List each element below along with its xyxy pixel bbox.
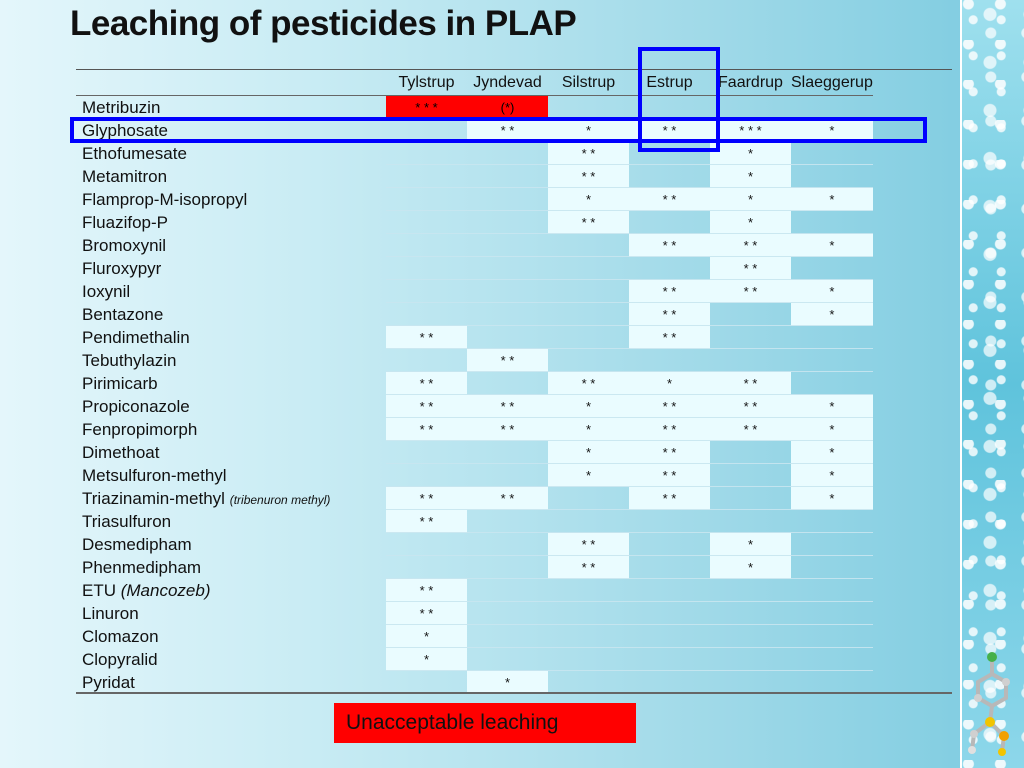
leaching-cell	[548, 303, 629, 326]
leaching-cell	[386, 533, 467, 556]
leaching-cell: *	[467, 671, 548, 694]
pesticide-name-cell	[76, 510, 386, 533]
leaching-cell	[386, 464, 467, 487]
leaching-cell	[548, 602, 629, 625]
pesticide-name-cell	[76, 326, 386, 349]
pesticide-name-cell	[76, 671, 386, 694]
pesticide-name-cell	[76, 349, 386, 372]
table-body	[76, 96, 873, 694]
leaching-cell: * *	[467, 418, 548, 441]
pesticide-name: Glyphosate	[82, 120, 168, 140]
leaching-cell: *	[710, 211, 791, 234]
leaching-cell	[629, 211, 710, 234]
leaching-cell	[791, 510, 873, 533]
leaching-cell	[791, 625, 873, 648]
leaching-cell	[791, 671, 873, 694]
leaching-cell: *	[548, 395, 629, 418]
unacceptable-leaching-legend: Unacceptable leaching	[334, 703, 636, 743]
leaching-cell: *	[791, 280, 873, 303]
leaching-cell	[791, 142, 873, 165]
leaching-cell	[548, 280, 629, 303]
pesticide-name-cell	[76, 165, 386, 188]
leaching-cell	[710, 303, 791, 326]
table-row	[76, 395, 873, 418]
pesticide-name: Metamitron	[82, 166, 168, 186]
leaching-cell	[548, 349, 629, 372]
leaching-cell: * *	[629, 464, 710, 487]
column-header-tylstrup: Tylstrup	[386, 70, 467, 96]
pesticide-name-cell	[76, 372, 386, 395]
leaching-cell	[467, 441, 548, 464]
leaching-cell: * * *	[710, 119, 791, 142]
leaching-cell: * *	[629, 280, 710, 303]
pesticide-note: (tribenuron methyl)	[229, 492, 331, 507]
leaching-cell	[467, 142, 548, 165]
leaching-cell	[629, 510, 710, 533]
leaching-cell: *	[791, 303, 873, 326]
leaching-cell: *	[791, 418, 873, 441]
pesticide-name-cell	[76, 142, 386, 165]
leaching-cell	[710, 441, 791, 464]
glyphosate-highlight-box	[70, 117, 927, 143]
pesticide-name-cell	[76, 464, 386, 487]
leaching-cell	[467, 464, 548, 487]
leaching-cell	[629, 165, 710, 188]
table-row	[76, 96, 873, 119]
leaching-cell: * *	[710, 234, 791, 257]
leaching-cell	[629, 648, 710, 671]
leaching-cell: *	[791, 234, 873, 257]
leaching-cell: * *	[710, 372, 791, 395]
table-row	[76, 234, 873, 257]
leaching-cell	[629, 579, 710, 602]
pesticide-name: Pirimicarb	[82, 373, 158, 393]
leaching-cell	[467, 648, 548, 671]
pesticide-name: Phenmedipham	[82, 557, 202, 577]
table-row	[76, 188, 873, 211]
leaching-cell	[629, 602, 710, 625]
table-row	[76, 648, 873, 671]
leaching-cell	[548, 234, 629, 257]
pesticide-name: Tebuthylazin	[82, 350, 177, 370]
leaching-cell	[710, 464, 791, 487]
column-header-slaeggerup: Slaeggerup	[791, 70, 873, 96]
leaching-cell	[548, 326, 629, 349]
leaching-cell: *	[710, 556, 791, 579]
leaching-cell: * *	[386, 326, 467, 349]
leaching-cell: * * *	[386, 96, 467, 119]
pesticide-name: Clopyralid	[82, 649, 158, 669]
leaching-cell	[386, 303, 467, 326]
leaching-cell: *	[791, 441, 873, 464]
leaching-cell: * *	[386, 418, 467, 441]
leaching-cell	[710, 326, 791, 349]
pesticide-name-cell	[76, 96, 386, 119]
leaching-cell: *	[791, 395, 873, 418]
leaching-cell	[791, 533, 873, 556]
pesticide-name: Triazinamin-methyl	[82, 488, 225, 508]
pesticide-name: Metribuzin	[82, 97, 161, 117]
corner-header	[76, 70, 386, 96]
leaching-cell: *	[791, 188, 873, 211]
leaching-cell	[791, 257, 873, 280]
leaching-cell: *	[791, 119, 873, 142]
pesticide-name-cell	[76, 280, 386, 303]
table-row	[76, 280, 873, 303]
leaching-cell	[467, 188, 548, 211]
leaching-cell: *	[791, 464, 873, 487]
leaching-cell: *	[386, 625, 467, 648]
leaching-cell	[548, 96, 629, 119]
leaching-cell	[467, 510, 548, 533]
table-row	[76, 142, 873, 165]
leaching-cell	[386, 188, 467, 211]
pesticide-name-cell	[76, 257, 386, 280]
leaching-cell	[791, 579, 873, 602]
pesticide-name: Pendimethalin	[82, 327, 190, 347]
leaching-cell: *	[710, 165, 791, 188]
pesticide-name: ETU	[82, 580, 116, 600]
leaching-cell	[467, 234, 548, 257]
leaching-cell: *	[548, 418, 629, 441]
leaching-cell: * *	[629, 441, 710, 464]
pesticide-name-cell	[76, 303, 386, 326]
leaching-cell: * *	[710, 395, 791, 418]
leaching-cell	[467, 303, 548, 326]
pesticide-name: Desmedipham	[82, 534, 192, 554]
table-header-row	[76, 70, 873, 96]
leaching-cell	[710, 487, 791, 510]
table-row	[76, 487, 873, 510]
pesticide-name-cell	[76, 418, 386, 441]
leaching-cell: * *	[548, 533, 629, 556]
leaching-cell	[386, 441, 467, 464]
leaching-cell: * *	[629, 188, 710, 211]
pesticide-name-cell	[76, 556, 386, 579]
pesticide-name-cell	[76, 487, 386, 510]
leaching-cell	[629, 349, 710, 372]
leaching-cell: * *	[548, 142, 629, 165]
leaching-cell	[710, 625, 791, 648]
pesticide-name: Propiconazole	[82, 396, 190, 416]
pesticide-name: Triasulfuron	[82, 511, 172, 531]
pesticide-name-cell	[76, 395, 386, 418]
leaching-cell: * *	[548, 165, 629, 188]
slide-title: Leaching of pesticides in PLAP	[70, 4, 577, 43]
pesticide-name: Metsulfuron-methyl	[82, 465, 227, 485]
leaching-cell	[791, 326, 873, 349]
pesticide-name: Dimethoat	[82, 442, 160, 462]
leaching-cell	[791, 372, 873, 395]
table-row	[76, 372, 873, 395]
leaching-cell	[467, 556, 548, 579]
pesticide-name: Flamprop-M-isopropyl	[82, 189, 248, 209]
leaching-cell	[386, 671, 467, 694]
leaching-cell	[467, 211, 548, 234]
leaching-cell	[710, 671, 791, 694]
pesticide-name-cell	[76, 188, 386, 211]
leaching-cell	[386, 349, 467, 372]
table-row	[76, 579, 873, 602]
leaching-cell: *	[710, 142, 791, 165]
leaching-cell	[629, 533, 710, 556]
leaching-cell: * *	[386, 372, 467, 395]
pesticide-name-cell	[76, 579, 386, 602]
leaching-cell	[386, 234, 467, 257]
table-row	[76, 556, 873, 579]
pesticide-name-cell	[76, 234, 386, 257]
column-header-faardrup: Faardrup	[710, 70, 791, 96]
table-row	[76, 464, 873, 487]
pesticide-name: Ioxynil	[82, 281, 131, 301]
leaching-table-container	[76, 70, 952, 694]
leaching-cell: * *	[386, 579, 467, 602]
leaching-cell	[629, 671, 710, 694]
leaching-cell: * *	[629, 418, 710, 441]
leaching-cell	[629, 257, 710, 280]
pesticide-name-cell	[76, 602, 386, 625]
leaching-cell	[710, 96, 791, 119]
leaching-cell	[791, 349, 873, 372]
leaching-cell	[548, 257, 629, 280]
table-row	[76, 303, 873, 326]
leaching-cell	[710, 602, 791, 625]
pesticide-name: Linuron	[82, 603, 139, 623]
leaching-cell	[629, 625, 710, 648]
leaching-cell: * *	[629, 326, 710, 349]
leaching-cell	[629, 556, 710, 579]
leaching-cell	[791, 165, 873, 188]
pesticide-name-cell	[76, 625, 386, 648]
leaching-cell: *	[791, 487, 873, 510]
leaching-cell	[791, 96, 873, 119]
table-row	[76, 211, 873, 234]
table-row	[76, 602, 873, 625]
pesticide-name-cell	[76, 533, 386, 556]
leaching-cell: *	[386, 648, 467, 671]
leaching-cell	[548, 487, 629, 510]
leaching-cell: *	[548, 188, 629, 211]
column-header-estrup: Estrup	[629, 70, 710, 96]
leaching-cell	[548, 648, 629, 671]
pesticide-name-cell	[76, 441, 386, 464]
leaching-cell	[467, 372, 548, 395]
leaching-cell	[548, 579, 629, 602]
table-row	[76, 671, 873, 694]
pesticide-name: Fenpropimorph	[82, 419, 198, 439]
leaching-cell: * *	[548, 556, 629, 579]
table-row	[76, 165, 873, 188]
leaching-cell	[467, 326, 548, 349]
leaching-cell	[710, 579, 791, 602]
column-header-jyndevad: Jyndevad	[467, 70, 548, 96]
leaching-cell	[710, 648, 791, 671]
leaching-cell	[386, 142, 467, 165]
leaching-cell	[791, 602, 873, 625]
leaching-cell: * *	[467, 395, 548, 418]
table-row	[76, 441, 873, 464]
pesticide-name: Clomazon	[82, 626, 159, 646]
leaching-cell: *	[548, 464, 629, 487]
leaching-cell: * *	[386, 487, 467, 510]
leaching-cell	[467, 280, 548, 303]
leaching-cell: *	[710, 533, 791, 556]
leaching-cell: * *	[629, 234, 710, 257]
leaching-cell: * *	[467, 349, 548, 372]
leaching-cell: * *	[629, 303, 710, 326]
leaching-cell	[467, 602, 548, 625]
leaching-cell: * *	[467, 487, 548, 510]
leaching-cell: * *	[548, 372, 629, 395]
pesticide-name-cell	[76, 648, 386, 671]
leaching-cell: *	[548, 119, 629, 142]
leaching-cell	[467, 579, 548, 602]
leaching-cell	[467, 625, 548, 648]
leaching-cell: * *	[629, 395, 710, 418]
leaching-cell: * *	[710, 418, 791, 441]
leaching-cell: *	[548, 441, 629, 464]
pesticide-name-cell	[76, 211, 386, 234]
leaching-cell: *	[710, 188, 791, 211]
table-row	[76, 510, 873, 533]
leaching-cell	[710, 510, 791, 533]
leaching-cell: * *	[548, 211, 629, 234]
pesticide-name: Bromoxynil	[82, 235, 167, 255]
leaching-cell	[386, 280, 467, 303]
leaching-cell	[467, 257, 548, 280]
leaching-cell: * *	[467, 119, 548, 142]
leaching-table	[76, 70, 873, 694]
leaching-cell: *	[629, 372, 710, 395]
leaching-cell: * *	[629, 119, 710, 142]
leaching-cell: * *	[386, 602, 467, 625]
leaching-cell: (*)	[467, 96, 548, 119]
leaching-cell: * *	[386, 510, 467, 533]
leaching-cell	[548, 625, 629, 648]
leaching-cell	[791, 556, 873, 579]
column-header-silstrup: Silstrup	[548, 70, 629, 96]
table-row	[76, 257, 873, 280]
table-row	[76, 533, 873, 556]
leaching-cell: * *	[710, 280, 791, 303]
leaching-cell	[791, 648, 873, 671]
leaching-cell: * *	[386, 395, 467, 418]
leaching-cell	[386, 257, 467, 280]
leaching-cell	[548, 510, 629, 533]
pesticide-name: Fluroxypyr	[82, 258, 162, 278]
pesticide-name: Pyridat	[82, 672, 135, 692]
leaching-cell	[386, 211, 467, 234]
leaching-cell: * *	[710, 257, 791, 280]
table-row	[76, 418, 873, 441]
leaching-cell	[548, 671, 629, 694]
table-row	[76, 326, 873, 349]
molecule-icon	[960, 650, 1024, 768]
pesticide-name: Bentazone	[82, 304, 164, 324]
leaching-cell	[386, 165, 467, 188]
leaching-cell	[467, 165, 548, 188]
table-row	[76, 625, 873, 648]
leaching-cell	[791, 211, 873, 234]
table-bottom-rule	[76, 692, 952, 694]
leaching-cell	[386, 556, 467, 579]
leaching-cell	[710, 349, 791, 372]
leaching-cell	[467, 533, 548, 556]
pesticide-name: Fluazifop-P	[82, 212, 168, 232]
leaching-cell: * *	[629, 487, 710, 510]
table-row	[76, 349, 873, 372]
pesticide-name: Ethofumesate	[82, 143, 187, 163]
pesticide-note: (Mancozeb)	[120, 580, 211, 600]
